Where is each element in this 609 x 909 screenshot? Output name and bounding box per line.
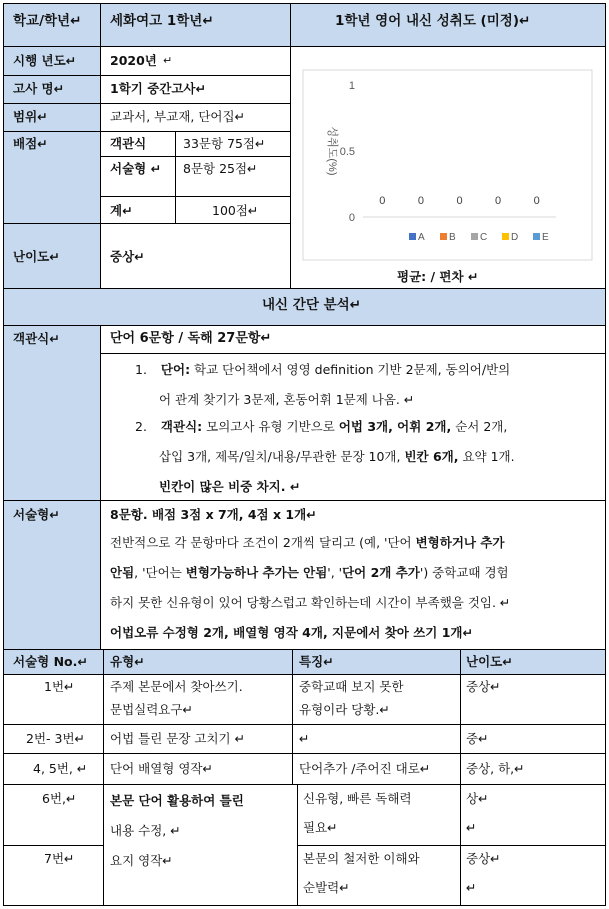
mc-label: 객관식 — [110, 136, 147, 151]
analysis-title: 내신 간단 분석↵ — [262, 297, 361, 313]
row1-type-line2: 문법실력요구↵ — [110, 702, 193, 717]
school-name: 세화여고 1학년↵ — [110, 13, 214, 29]
vline — [103, 649, 104, 906]
hline — [3, 753, 606, 754]
chart-area — [291, 47, 606, 288]
item2-line2b: 빈칸 6개, — [404, 449, 459, 464]
row5-feature-line2: 순발력↵ — [303, 880, 350, 895]
hline — [100, 196, 290, 197]
legend-swatch-C — [471, 233, 478, 240]
data-label-B: 0 — [417, 195, 424, 207]
essay-p2f: ') 중학교때 경험 — [419, 565, 509, 580]
row3-difficulty: 중상, 하,↵ — [466, 761, 525, 776]
essay-label: 서술형 ↵ — [110, 161, 162, 176]
item2-number: 2. — [135, 419, 147, 434]
row4-type-line2: 내용 수정, ↵ — [110, 823, 181, 838]
scope-label: 범위↵ — [13, 109, 48, 124]
exam-label: 고사 명↵ — [13, 81, 65, 96]
item2-line2a: 삽입 3개, 제목/일치/내용/무관한 문장 10개, — [159, 449, 405, 464]
essay-p2b: , '단어는 — [134, 565, 186, 580]
row1-no: 1번↵ — [44, 679, 75, 694]
scope-value: 교과서, 부교재, 단어집↵ — [110, 109, 246, 124]
row3-no: 4, 5번, ↵ — [33, 761, 88, 776]
item1-heading: 단어: — [160, 362, 191, 377]
row5-no: 7번↵ — [44, 851, 75, 866]
year-label: 시행 년도↵ — [13, 53, 77, 68]
hline — [297, 845, 606, 846]
table-header-no: 서술형 No.↵ — [13, 654, 88, 669]
hline — [3, 674, 606, 675]
row4-no: 6번,↵ — [42, 791, 77, 806]
row2-no: 2번- 3번↵ — [26, 731, 86, 746]
row1-feature-line2: 유형이라 당황.↵ — [299, 702, 390, 717]
row1-difficulty: 중상↵ — [466, 679, 501, 694]
table-header-difficulty: 난이도↵ — [466, 654, 513, 669]
row2-type: 어법 틀린 문장 고치기 ↵ — [110, 731, 246, 746]
legend-label-C: C — [480, 232, 488, 243]
essay-p2c: 변형가능하나 추가는 안됨 — [185, 565, 328, 580]
legend-swatch-E — [533, 233, 540, 240]
hline — [3, 784, 606, 785]
mc-item-1 — [135, 355, 605, 415]
row4-feature-line2: 필요↵ — [303, 820, 338, 835]
row2-feature: ↵ — [299, 731, 310, 746]
analysis-essay-summary: 8문항. 배점 3점 x 7개, 4점 x 1개↵ — [110, 507, 317, 522]
item2-text-b: 어법 3개, 어휘 2개, — [338, 419, 452, 434]
row4-type — [110, 786, 295, 876]
legend-label-D: D — [511, 232, 519, 243]
essay-p3: 하지 못한 신유형이 있어 당황스럽고 확인하는데 시간이 부족했을 것임. ↵ — [110, 595, 511, 610]
hline — [3, 103, 290, 104]
row3-feature: 단어추가 /주어진 대로↵ — [299, 761, 431, 776]
row1-type-line1: 주제 본문에서 찾아쓰기. — [110, 679, 243, 694]
row5-feature-line1: 본문의 철저한 이해와 — [303, 851, 420, 866]
row4-difficulty-extra: ↵ — [466, 820, 477, 835]
page-title: 1학년 영어 내신 성취도 (미정)↵ — [335, 13, 531, 29]
hline — [3, 649, 606, 650]
data-label-E: 0 — [533, 195, 540, 207]
table-header-type: 유형↵ — [110, 654, 145, 669]
hline — [100, 353, 606, 354]
vline — [460, 649, 461, 906]
essay-paragraph — [110, 528, 605, 648]
difficulty-value: 중상↵ — [110, 249, 145, 264]
vline — [175, 131, 176, 223]
legend-label-A: A — [418, 232, 425, 243]
analysis-mc-summary: 단어 6문항 / 독해 27문항↵ — [110, 331, 272, 346]
y-axis-label: 성취도(%) — [326, 126, 338, 176]
y-tick-label: 0 — [348, 212, 355, 224]
score-label: 배점↵ — [13, 136, 48, 151]
table-header-feature: 특징↵ — [299, 654, 334, 669]
row5-type: 요지 영작↵ — [110, 853, 173, 868]
hline — [3, 845, 103, 846]
row5-difficulty-extra: ↵ — [466, 880, 477, 895]
hline — [3, 131, 290, 132]
row5-difficulty: 중상↵ — [466, 851, 501, 866]
hline — [3, 223, 290, 224]
item1-line1: 학교 단어책에서 영영 definition 기반 2문제, 동의어/반의 — [190, 362, 511, 377]
essay-p2d: ', ' — [327, 565, 343, 580]
hline — [100, 156, 290, 157]
legend-label-B: B — [449, 232, 456, 243]
vline — [100, 3, 101, 288]
mc-item-2 — [135, 412, 605, 502]
essay-p4: 어법오류 수정형 2개, 배열형 영작 4개, 지문에서 찾아 쓰기 1개↵ — [110, 625, 473, 640]
hline — [3, 288, 606, 289]
row2-difficulty: 중↵ — [466, 731, 489, 746]
row4-feature-line1: 신유형, 빠른 독해력 — [303, 791, 412, 806]
legend-swatch-A — [409, 233, 416, 240]
data-label-D: 0 — [495, 195, 502, 207]
legend-swatch-D — [502, 233, 509, 240]
essay-value: 8문항 25점↵ — [183, 161, 258, 176]
item2-line3: 빈칸이 많은 비중 차지. ↵ — [159, 479, 301, 494]
header-label: 학교/학년↵ — [13, 13, 82, 29]
mc-value: 33문항 75점↵ — [183, 136, 266, 151]
analysis-essay-label: 서술형↵ — [13, 507, 60, 522]
vline — [297, 784, 298, 906]
row3-type: 단어 배열형 영작↵ — [110, 761, 213, 776]
total-value: 100점↵ — [212, 203, 259, 218]
essay-p1a: 전반적으로 각 문항마다 조건이 2개씩 달리고 (예, '단어 — [110, 535, 416, 550]
vline — [100, 325, 101, 649]
analysis-mc-label: 객관식↵ — [13, 331, 60, 346]
row4-difficulty: 상↵ — [466, 791, 489, 806]
total-label: 계↵ — [110, 203, 133, 218]
year-value: 2020년 — [110, 53, 157, 68]
exam-value: 1학기 중간고사↵ — [110, 81, 206, 96]
essay-p2e: 단어 2개 추가 — [342, 565, 420, 580]
y-tick-label: 0.5 — [339, 146, 355, 158]
data-label-C: 0 — [456, 195, 463, 207]
item2-line2c: 요약 1개. — [458, 449, 515, 464]
hline — [3, 724, 606, 725]
y-tick-label: 1 — [348, 80, 355, 92]
hline — [3, 325, 606, 326]
pilcrow-mark: ↵ — [163, 54, 173, 67]
row1-feature-line1: 중학교때 보지 못한 — [299, 679, 404, 694]
legend-label-E: E — [542, 232, 549, 243]
hline — [3, 75, 290, 76]
essay-p1b: 변형하거나 추가 — [415, 535, 505, 550]
item1-number: 1. — [135, 362, 147, 377]
essay-p2a: 안됨 — [110, 565, 135, 580]
item1-line2: 어 관계 찾기가 3문제, 혼동어휘 1문제 나옴. ↵ — [159, 392, 415, 407]
row4-type-line1: 본문 단어 활용하여 틀린 — [110, 793, 244, 808]
chart-footer: 평균: / 편차 ↵ — [397, 269, 479, 284]
vline — [292, 649, 293, 784]
item2-text-a: 모의고사 유형 기반으로 — [202, 419, 339, 434]
difficulty-label: 난이도↵ — [13, 249, 60, 264]
item2-text-c: 순서 2개, — [451, 419, 508, 434]
chart-svg — [291, 47, 606, 288]
item2-heading: 객관식: — [160, 419, 203, 434]
data-label-A: 0 — [379, 195, 386, 207]
legend-swatch-B — [440, 233, 447, 240]
